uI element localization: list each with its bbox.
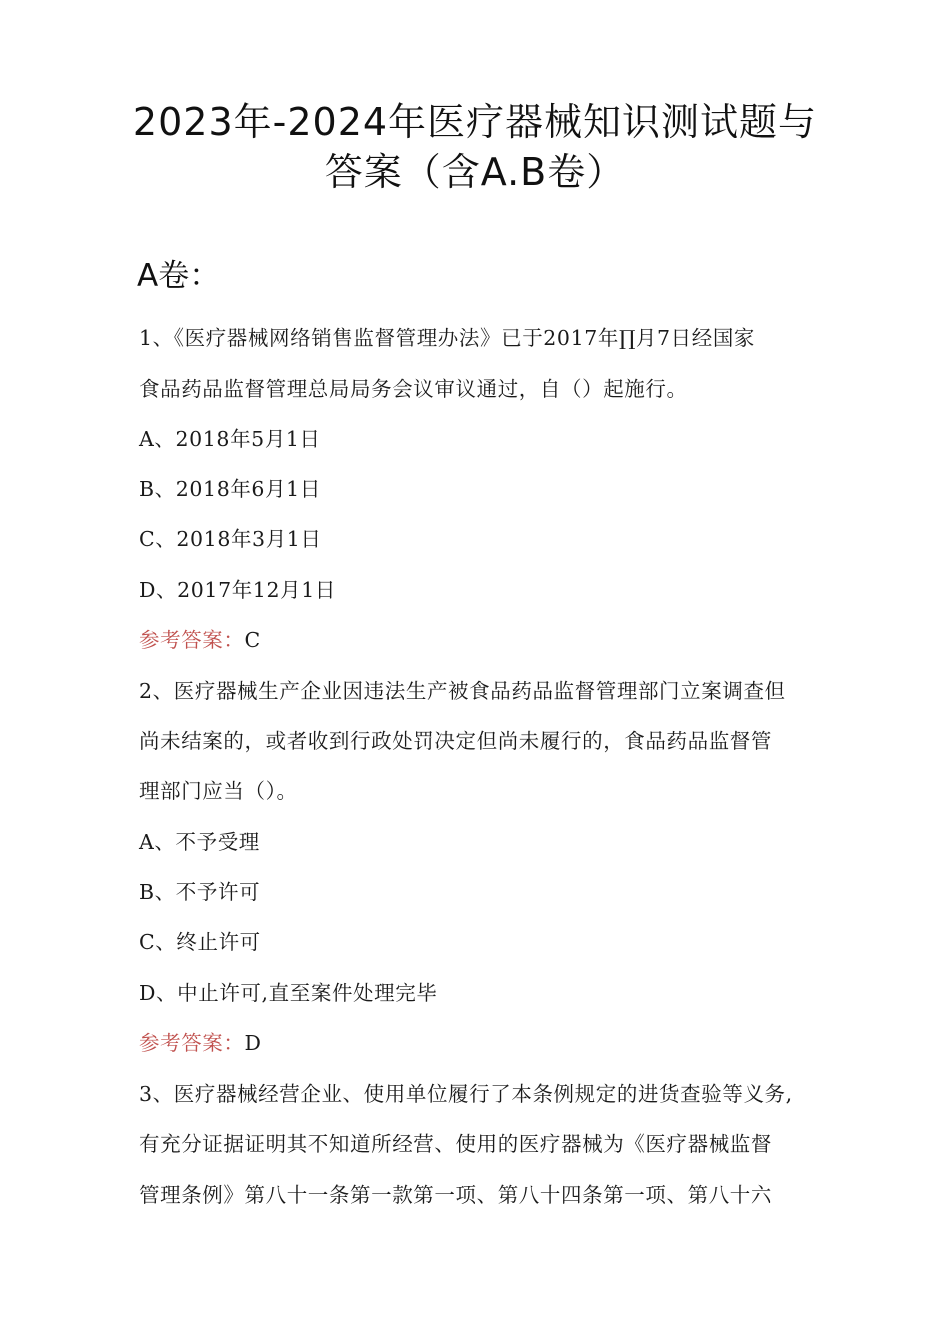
question-2-answer (139, 1028, 829, 1058)
question-1-option-c: C、2018年3月1日 (139, 527, 322, 551)
question-2-stem-line-3: 理部门应当（）。 (139, 779, 298, 803)
answer-value: C (244, 628, 261, 652)
question-1-option-b: B、2018年6月1日 (139, 477, 321, 501)
question-3-stem-line-3: 管理条例》第八十一条第一款第一项、第八十四条第一项、第八十六 (139, 1183, 772, 1207)
question-2-option-a: A、不予受理 (139, 830, 260, 854)
question-2-option-b: B、不予许可 (139, 880, 261, 904)
document-title-line-1: 2023年-2024年医疗器械知识测试题与 (132, 100, 818, 144)
answer-label: 参考答案： (139, 628, 245, 652)
answer-value: D (244, 1031, 262, 1055)
question-2-option-d: D、中止许可,直至案件处理完毕 (139, 981, 438, 1005)
question-2-option-c: C、终止许可 (139, 930, 261, 954)
question-3-stem-line-1: 3、医疗器械经营企业、使用单位履行了本条例规定的进货查验等义务, (139, 1082, 793, 1106)
question-3-stem-line-2: 有充分证据证明其不知道所经营、使用的医疗器械为《医疗器械监督 (139, 1132, 772, 1156)
question-2-stem-line-1: 2、医疗器械生产企业因违法生产被食品药品监督管理部门立案调查但 (139, 679, 786, 703)
document-title-line-2: 答案（含A.B卷） (324, 150, 626, 194)
question-1-answer (139, 625, 829, 655)
question-1-stem-line-1: 1、《医疗器械网络销售监督管理办法》已于2017年∏月7日经国家 (139, 326, 756, 350)
section-heading: A卷： (137, 258, 221, 294)
question-1-option-a: A、2018年5月1日 (139, 427, 321, 451)
question-1-option-d: D、2017年12月1日 (139, 578, 336, 602)
answer-label: 参考答案： (139, 1031, 245, 1055)
question-2-stem-line-2: 尚未结案的，或者收到行政处罚决定但尚未履行的，食品药品监督管 (139, 729, 772, 753)
question-1-stem-line-2: 食品药品监督管理总局局务会议审议通过，自（）起施行。 (139, 377, 688, 401)
